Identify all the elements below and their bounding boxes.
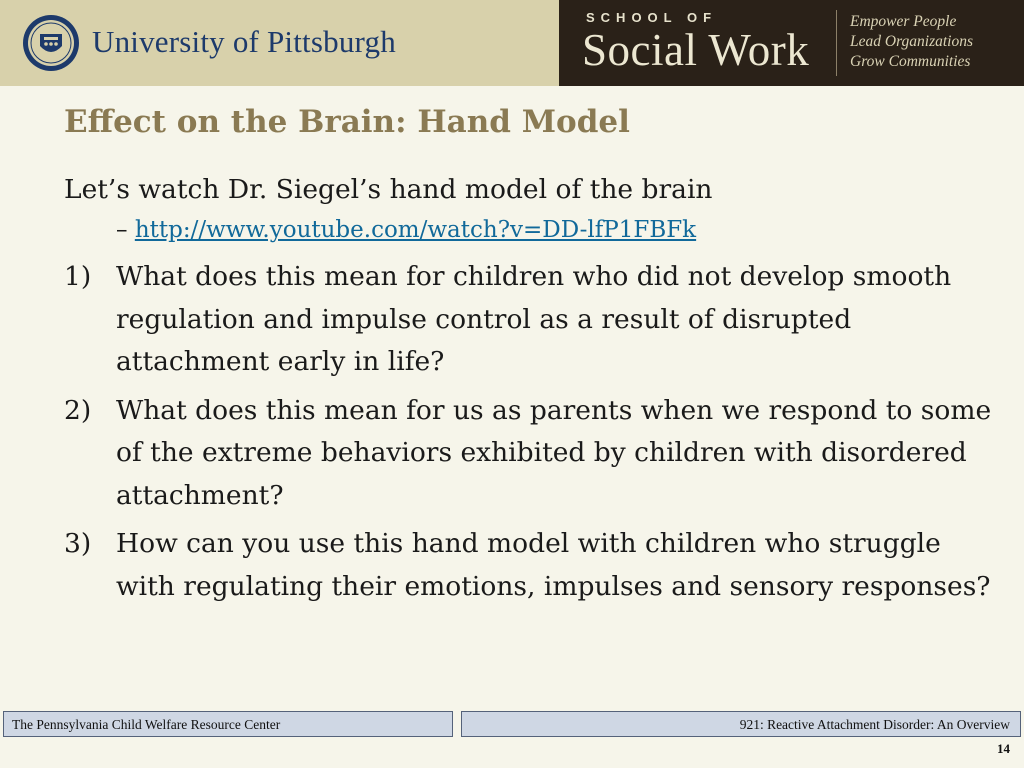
question-number: 3) [64, 528, 92, 559]
video-link-item [116, 210, 994, 250]
question-number: 2) [64, 394, 92, 426]
question-item-1 [64, 256, 994, 384]
slide-title: Effect on the Brain: Hand Model [64, 104, 630, 140]
video-link[interactable]: http://www.youtube.com/watch?v=DD-lfP1FBFk [134, 217, 697, 243]
lead-text: Let’s watch Dr. Siegel’s hand model of the brain [64, 174, 713, 205]
tagline-line-2: Lead Organizations [850, 33, 974, 50]
footer-organization: The Pennsylvania Child Welfare Resource Center [3, 711, 453, 737]
university-banner [0, 0, 559, 86]
question-number: 1) [64, 261, 92, 292]
question-item-2 [64, 390, 994, 518]
tagline-line-1: Empower People [850, 13, 957, 30]
question-item-3 [64, 523, 994, 608]
question-text: What does this mean for children who did not develop smooth regulation and impulse control as a result of disrupted attachment early in life? [116, 261, 952, 377]
tagline-line-3: Grow Communities [850, 53, 971, 70]
university-name: University of Pittsburgh [92, 24, 396, 59]
slide-header [0, 0, 1024, 86]
header-divider [836, 10, 837, 76]
question-text: What does this mean for us as parents when we respond to some of the extreme behaviors exhibited by children with disordered attachment? [116, 394, 992, 511]
footer-course-title: 921: Reactive Attachment Disorder: An Overview [461, 711, 1021, 737]
slide-body [64, 170, 994, 608]
school-of-label: SCHOOL OF [586, 10, 718, 25]
sub-bullet-dash: – [116, 217, 128, 243]
school-name: Social Work [582, 25, 810, 75]
page-number: 14 [997, 741, 1010, 756]
question-text: How can you use this hand model with children who struggle with regulating their emotions, impulses and sensory responses? [116, 528, 991, 602]
university-seal-icon [22, 14, 80, 72]
school-tagline [850, 12, 973, 72]
